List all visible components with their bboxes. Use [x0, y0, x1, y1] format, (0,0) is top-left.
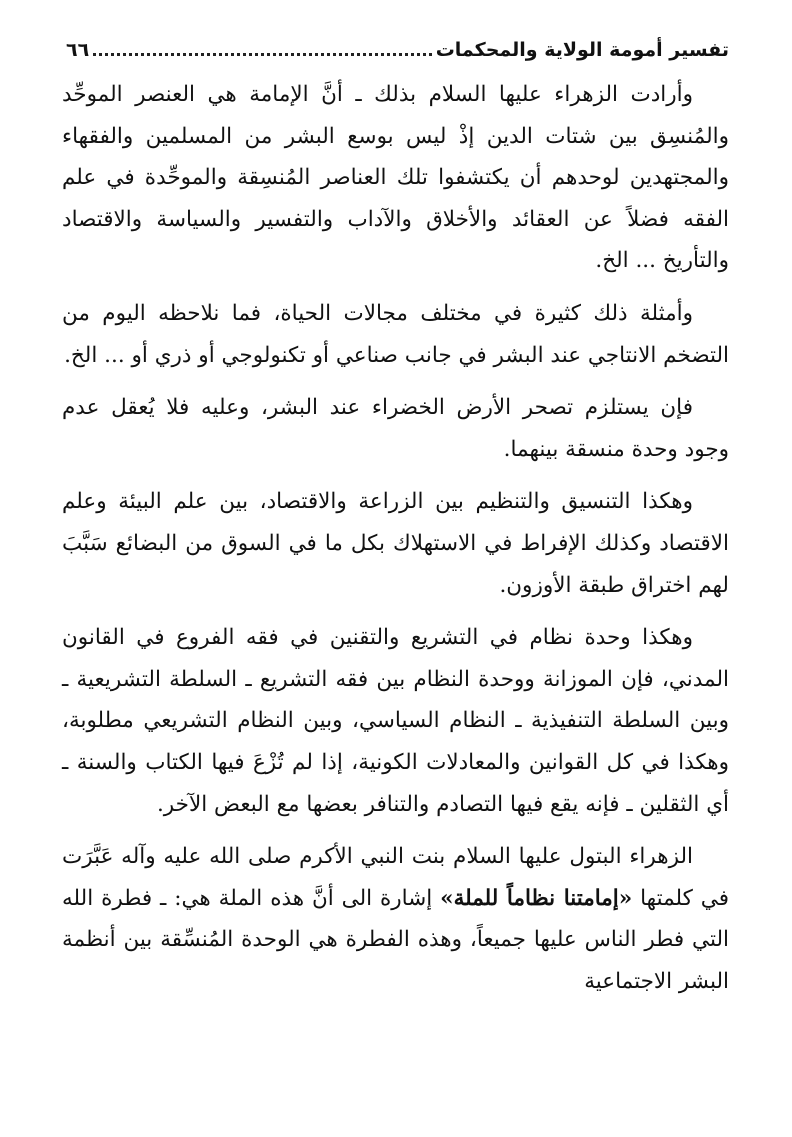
page-number: ٦٦: [66, 39, 90, 61]
paragraph-text: الزهراء البتول عليها السلام بنت النبي الأكرم صلى الله عليه وآله عَبَّرَت في كلمتها: [62, 844, 729, 911]
document-page: [62, 0, 729, 1137]
paragraph: وهكذا وحدة نظام في التشريع والتقنين في فقه الفروع في القانون المدني، فإن الموزانة ووحدة النظام بين فقه التشريع ـ السلطة التشريعية ـ وبين السلطة التنفيذية ـ النظام السياسي، وبين النظام التشريعي مطلوبة، وهكذا في كل القوانين والمعادلات الكونية، إذا لم تُزْعَ فيها الكتاب والسنة ـ أي الثقلين ـ فإنه يقع فيها التصادم والتنافر بعضها مع البعض الآخر.: [62, 625, 729, 817]
paragraph: فإن يستلزم تصحر الأرض الخضراء عند البشر، وعليه فلا يُعقل عدم وجود وحدة منسقة بينهما.: [62, 395, 729, 462]
running-title: تفسير أمومة الولاية والمحكمات: [435, 39, 729, 61]
bold-quote: «إمامتنا نظاماً للملة»: [440, 885, 633, 911]
paragraph: وأرادت الزهراء عليها السلام بذلك ـ أنَّ الإمامة هي العنصر الموحِّد والمُنسِق بين شتات الدين إذْ ليس بوسع البشر من المسلمين والفقهاء والمجتهدين لوحدهم أن يكتشفوا تلك العناصر المُنسِقة والموحِّدة في علم الفقه فضلاً عن العقائد والأخلاق والآداب والتفسير والسياسة والاقتصاد والتأريخ ... الخ.: [62, 82, 729, 274]
page-header: [62, 32, 729, 62]
paragraph-text: إشارة الى أنَّ هذه الملة هي: ـ فطرة الله التي فطر الناس عليها جميعاً، وهذه الفطرة هي الوحدة المُنسِّقة بين أنظمة البشر الاجتماعية: [62, 885, 729, 994]
paragraph: وهكذا التنسيق والتنظيم بين الزراعة والاقتصاد، بين علم البيئة وعلم الاقتصاد وكذلك الإفراط في الاستهلاك بكل ما في السوق من البضائع سَبَّبَ لهم اختراق طبقة الأوزون.: [62, 489, 729, 598]
paragraph: [62, 836, 729, 1002]
paragraph: وأمثلة ذلك كثيرة في مختلف مجالات الحياة، فما نلاحظه اليوم من التضخم الانتاجي عند البشر في جانب صناعي أو تكنولوجي أو ذري أو ... الخ.: [62, 300, 729, 368]
header-dot-leader: [93, 53, 431, 56]
body-text: [62, 74, 729, 1002]
